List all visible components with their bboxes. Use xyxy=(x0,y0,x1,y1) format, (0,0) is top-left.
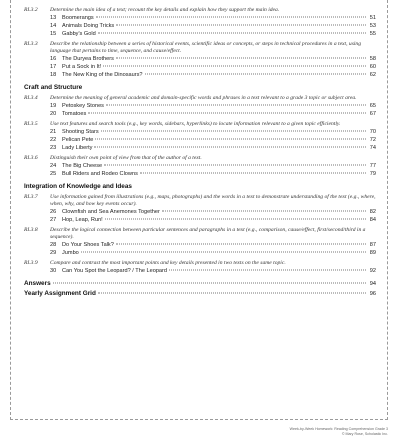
standard-code: RI.3.5 xyxy=(24,121,38,127)
toc-entry[interactable] xyxy=(50,241,376,249)
standard-code: RI.3.9 xyxy=(24,260,38,266)
dot-leader xyxy=(98,33,366,34)
dot-leader xyxy=(53,283,366,284)
dot-leader xyxy=(116,244,366,245)
toc-entry[interactable] xyxy=(50,128,376,136)
main-entry-page-number: 96 xyxy=(369,291,376,297)
toc-entry[interactable] xyxy=(50,162,376,170)
standard-description: Determine the meaning of general academic and domain-specific words and phrases in a text relevant to a grade 3 topic or subject area. xyxy=(50,95,357,101)
toc-entry[interactable] xyxy=(50,71,376,79)
entry-number: 22 xyxy=(50,137,57,143)
entry-title: Gabby's Gold xyxy=(62,31,96,37)
entry-number: 20 xyxy=(50,111,57,117)
toc-entry[interactable] xyxy=(50,170,376,178)
entry-title: Bull Riders and Rodeo Clowns xyxy=(62,171,138,177)
entry-number: 29 xyxy=(50,250,57,256)
footer-line-1: Week-by-Week Homework: Reading Comprehension Grade 3 xyxy=(289,427,388,431)
entry-title: Pelican Pete xyxy=(62,137,94,143)
dot-leader xyxy=(106,105,366,106)
entry-title: Lady Liberty xyxy=(62,145,93,151)
entry-page-number: 53 xyxy=(369,23,376,29)
entry-title: Put a Sock in It! xyxy=(62,64,102,70)
entry-page-number: 55 xyxy=(369,31,376,37)
entry-title: Clownfish and Sea Anemones Together xyxy=(62,209,160,215)
standard-code: RI.3.2 xyxy=(24,7,38,13)
toc-entry[interactable] xyxy=(50,30,376,38)
toc-entry[interactable] xyxy=(50,144,376,152)
standard-block xyxy=(24,227,376,241)
toc-entry[interactable] xyxy=(50,14,376,22)
toc-entry[interactable] xyxy=(50,63,376,71)
toc-entry[interactable] xyxy=(50,110,376,118)
entry-title: Tomatoes xyxy=(62,111,87,117)
entry-number: 21 xyxy=(50,129,57,135)
entry-page-number: 84 xyxy=(369,217,376,223)
entry-title: The New King of the Dinosaurs? xyxy=(62,72,143,78)
standard-description: Distinguish their own point of view from that of the author of a text. xyxy=(50,155,202,161)
main-toc-entry[interactable] xyxy=(24,289,376,299)
dot-leader xyxy=(116,25,366,26)
entry-number: 24 xyxy=(50,163,57,169)
entry-title: Hop, Leap, Run! xyxy=(62,217,103,223)
standard-block xyxy=(24,41,376,55)
entry-page-number: 60 xyxy=(369,64,376,70)
standard-block xyxy=(24,194,376,208)
toc-entry[interactable] xyxy=(50,267,376,275)
entry-page-number: 77 xyxy=(369,163,376,169)
dot-leader xyxy=(145,74,366,75)
dot-leader xyxy=(169,270,366,271)
standard-code: RI.3.6 xyxy=(24,155,38,161)
entry-number: 18 xyxy=(50,72,57,78)
entry-page-number: 79 xyxy=(369,171,376,177)
entry-number: 17 xyxy=(50,64,57,70)
standard-block xyxy=(24,155,376,162)
entry-page-number: 70 xyxy=(369,129,376,135)
entry-number: 16 xyxy=(50,56,57,62)
standard-block xyxy=(24,121,376,128)
entry-number: 27 xyxy=(50,217,57,223)
standard-code: RI.3.8 xyxy=(24,227,38,233)
toc-entry[interactable] xyxy=(50,102,376,110)
toc-entry[interactable] xyxy=(50,55,376,63)
standard-code: RI.3.4 xyxy=(24,95,38,101)
entry-page-number: 74 xyxy=(369,145,376,151)
standard-code: RI.3.3 xyxy=(24,41,38,47)
entry-title: The Big Cheese xyxy=(62,163,103,169)
entry-title: Do Your Shoes Talk? xyxy=(62,242,114,248)
dot-leader xyxy=(162,211,366,212)
standard-description: Describe the logical connection between particular sentences and paragraphs in a text (e.g., comparison, cause/effect, first/second/third in a sequence). xyxy=(50,227,366,240)
dot-leader xyxy=(140,173,366,174)
entry-title: Shooting Stars xyxy=(62,129,99,135)
entry-number: 25 xyxy=(50,171,57,177)
dot-leader xyxy=(105,219,366,220)
toc-entry[interactable] xyxy=(50,208,376,216)
standard-code: RI.3.7 xyxy=(24,194,38,200)
dot-leader xyxy=(98,293,366,294)
main-entry-title: Answers xyxy=(24,280,51,287)
dot-leader xyxy=(101,131,366,132)
dot-leader xyxy=(88,113,366,114)
table-of-contents xyxy=(24,4,376,299)
standard-block xyxy=(24,95,376,102)
toc-entry[interactable] xyxy=(50,136,376,144)
entry-title: Boomerangs xyxy=(62,15,94,21)
entry-number: 30 xyxy=(50,268,57,274)
dot-leader xyxy=(104,165,366,166)
entry-page-number: 67 xyxy=(369,111,376,117)
entry-page-number: 92 xyxy=(369,268,376,274)
toc-entry[interactable] xyxy=(50,22,376,30)
entry-title: Animals Doing Tricks xyxy=(62,23,115,29)
dot-leader xyxy=(103,66,366,67)
entry-page-number: 51 xyxy=(369,15,376,21)
entry-title: Can You Spot the Leopard? / The Leopard xyxy=(62,268,168,274)
standard-block xyxy=(24,260,376,267)
section-heading: Integration of Knowledge and Ideas xyxy=(24,183,132,190)
main-entry-page-number: 94 xyxy=(369,281,376,287)
entry-page-number: 89 xyxy=(369,250,376,256)
dot-leader xyxy=(116,58,366,59)
entry-number: 26 xyxy=(50,209,57,215)
standard-block xyxy=(24,7,376,14)
entry-page-number: 87 xyxy=(369,242,376,248)
entry-number: 13 xyxy=(50,15,57,21)
entry-number: 28 xyxy=(50,242,57,248)
dot-leader xyxy=(96,17,366,18)
footer-line-2: © Mary Rose, Scholastic Inc. xyxy=(341,432,388,436)
standard-description: Compare and contrast the most important points and key details presented in two texts on the same topic. xyxy=(50,260,286,266)
entry-number: 19 xyxy=(50,103,57,109)
standard-description: Describe the relationship between a series of historical events, scientific ideas or concepts, or steps in technical procedures in a text, using language that pertains to time, sequence, and cause/effect. xyxy=(50,41,362,54)
section-heading: Craft and Structure xyxy=(24,84,83,91)
entry-number: 23 xyxy=(50,145,57,151)
entry-number: 15 xyxy=(50,31,57,37)
entry-page-number: 65 xyxy=(369,103,376,109)
toc-entry[interactable] xyxy=(50,249,376,257)
dot-leader xyxy=(95,139,366,140)
entry-title: Jumbo xyxy=(62,250,79,256)
standard-description: Use text features and search tools (e.g., key words, sidebars, hyperlinks) to locate information relevant to a given topic efficiently. xyxy=(50,121,341,127)
toc-entry[interactable] xyxy=(50,216,376,224)
entry-page-number: 72 xyxy=(369,137,376,143)
page-footer xyxy=(290,427,388,437)
entry-page-number: 82 xyxy=(369,209,376,215)
main-entry-title: Yearly Assignment Grid xyxy=(24,290,96,297)
dot-leader xyxy=(94,147,366,148)
main-toc-entry[interactable] xyxy=(24,279,376,289)
standard-description: Use information gained from illustrations (e.g., maps, photographs) and the words in a text to demonstrate understanding of the text (e.g., where, when, why, and how key events occur). xyxy=(50,194,376,207)
entry-title: Petoskey Stones xyxy=(62,103,104,109)
entry-page-number: 58 xyxy=(369,56,376,62)
entry-page-number: 62 xyxy=(369,72,376,78)
standard-description: Determine the main idea of a text; recount the key details and explain how they support the main idea. xyxy=(50,7,280,13)
dot-leader xyxy=(81,252,366,253)
entry-title: The Duryea Brothers xyxy=(62,56,114,62)
entry-number: 14 xyxy=(50,23,57,29)
